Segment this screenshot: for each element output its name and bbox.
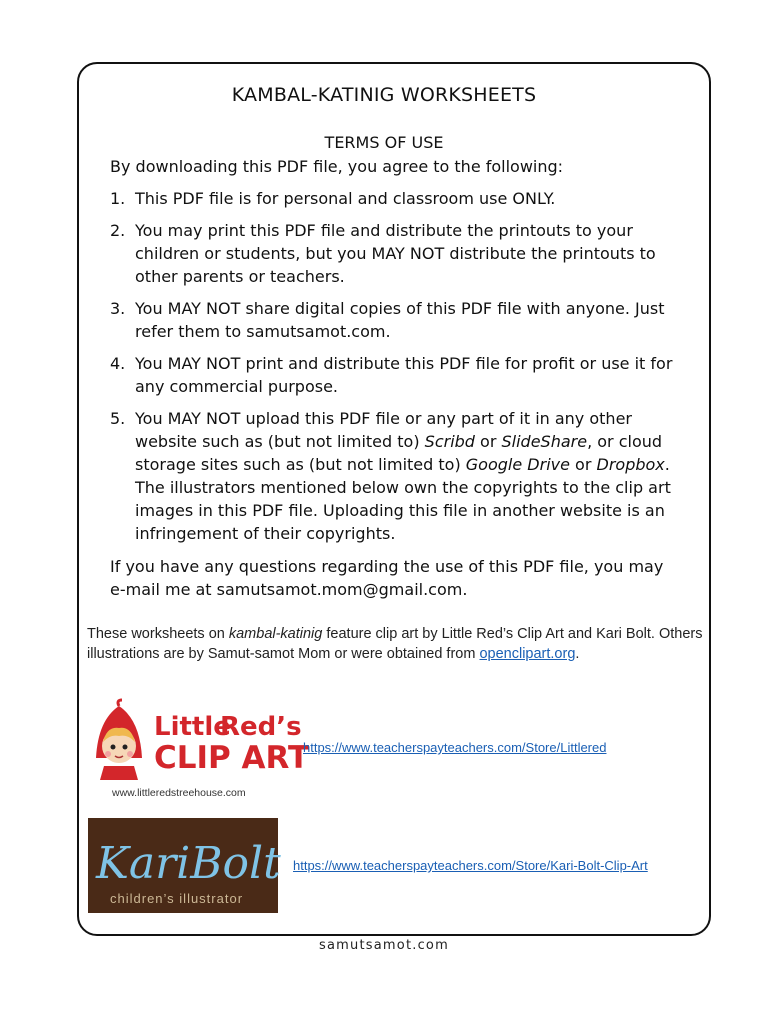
credits-emphasis: kambal-katinig — [228, 626, 323, 642]
list-item — [110, 352, 680, 398]
credits-paragraph: These worksheets on kambal-katinig feature clip art by Little Red’s Clip Art and Kari Bolt. Others illustrations are by Samut-samot Mom or were obtained from openclipart.org. — [87, 626, 703, 662]
logo-text-little: Little — [154, 712, 231, 742]
kari-bolt-store-link[interactable]: https://www.teacherspayteachers.com/Store/Kari-Bolt-Clip-Art — [293, 858, 648, 873]
list-item — [110, 407, 680, 545]
logo-website-text: www.littleredstreehouse.com — [112, 787, 246, 799]
list-item-text: You MAY NOT upload this PDF file or any part of it in any other website such as (but not limited to) Scribd or SlideShare, or cloud storage sites such as (but not limited to) Google Drive or Dropbox. The illustrators mentioned below own the copyrights to the clip art images in this PDF file. Uploading this file in another website is an infringement of their copyrights. — [135, 409, 671, 543]
list-number: 2. — [110, 221, 126, 240]
kari-bolt-logo — [88, 818, 281, 913]
page-title: KAMBAL-KATINIG WORKSHEETS — [231, 84, 537, 106]
list-item — [110, 297, 680, 343]
emphasis-dropbox: Dropbox — [596, 455, 665, 474]
little-red-store-link[interactable]: https://www.teacherspayteachers.com/Store/Littlered — [303, 740, 607, 755]
list-item — [110, 219, 680, 288]
emphasis-google-drive: Google Drive — [465, 455, 570, 474]
contact-paragraph: If you have any questions regarding the use of this PDF file, you may e-mail me at samutsamot.mom@gmail.com. — [110, 557, 664, 599]
logo-text-reds: Red’s — [220, 712, 302, 742]
list-item-text: You may print this PDF file and distribute the printouts to your children or students, but you MAY NOT distribute the printouts to other parents or teachers. — [135, 221, 656, 286]
list-item — [110, 187, 680, 210]
emphasis-scribd: Scribd — [424, 432, 475, 451]
list-item-text: This PDF file is for personal and classroom use ONLY. — [135, 189, 556, 208]
list-number: 4. — [110, 354, 126, 373]
terms-list — [110, 187, 680, 554]
logo-text-karibolt: KariBolt — [96, 838, 281, 889]
list-item-text: You MAY NOT print and distribute this PDF file for profit or use it for any commercial purpose. — [135, 354, 673, 396]
little-reds-clip-art-logo — [92, 700, 310, 804]
openclipart-link[interactable]: openclipart.org — [479, 646, 576, 662]
list-number: 5. — [110, 409, 126, 428]
emphasis-slideshare: SlideShare — [501, 432, 588, 451]
list-item-text: You MAY NOT share digital copies of this PDF file with anyone. Just refer them to samutsamot.com. — [135, 299, 665, 341]
footer-website: samutsamot.com — [319, 938, 449, 953]
terms-heading: TERMS OF USE — [324, 133, 444, 152]
logo-text-clip-art: CLIP ART — [154, 740, 310, 776]
list-number: 3. — [110, 299, 126, 318]
terms-intro: By downloading this PDF file, you agree to the following: — [110, 157, 564, 176]
list-number: 1. — [110, 189, 126, 208]
logo-text-tagline: children’s illustrator — [110, 891, 244, 906]
